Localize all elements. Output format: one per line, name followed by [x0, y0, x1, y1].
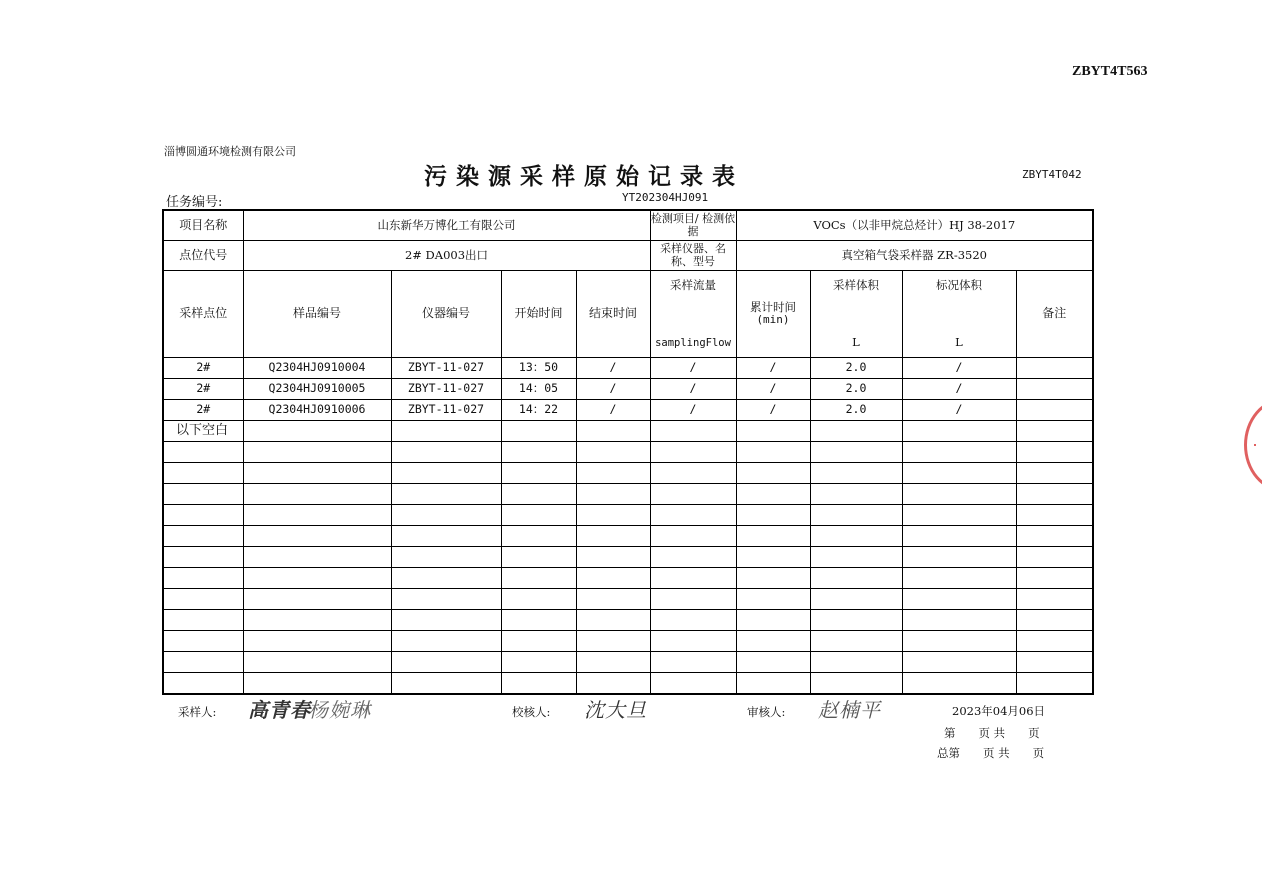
col-standard-volume — [902, 271, 1016, 358]
cell-cum-time — [736, 463, 810, 484]
col-cumulative-time-title: 累计时间 — [750, 300, 796, 315]
cell-std-volume — [902, 610, 1016, 631]
cell-instrument-no — [391, 610, 501, 631]
col-sampling-flow-title: 采样流量 — [670, 278, 716, 292]
cell-end — [576, 610, 650, 631]
header-row-point — [163, 241, 1093, 271]
cell-point — [163, 673, 243, 695]
cell-remark — [1016, 610, 1093, 631]
cell-sample-no — [243, 463, 391, 484]
cell-cum-time — [736, 568, 810, 589]
cell-std-volume — [902, 484, 1016, 505]
cell-instrument-no: ZBYT-11-027 — [391, 358, 501, 379]
cell-end — [576, 463, 650, 484]
sampler-label: 采样人: — [178, 705, 217, 719]
data-rows — [163, 358, 1093, 695]
cell-instrument-no — [391, 484, 501, 505]
cell-flow — [650, 463, 736, 484]
cell-sample-no — [243, 526, 391, 547]
cell-end — [576, 631, 650, 652]
cell-cum-time — [736, 589, 810, 610]
cell-cum-time — [736, 631, 810, 652]
cell-end — [576, 589, 650, 610]
cell-remark — [1016, 652, 1093, 673]
cell-volume: 2.0 — [810, 400, 902, 421]
cell-point: 2# — [163, 379, 243, 400]
cell-flow — [650, 568, 736, 589]
cell-cum-time — [736, 484, 810, 505]
cell-flow: / — [650, 400, 736, 421]
cell-start — [501, 547, 576, 568]
cell-start — [501, 631, 576, 652]
cell-remark — [1016, 673, 1093, 695]
point-code-label: 点位代号 — [163, 241, 243, 271]
cell-start: 13：50 — [501, 358, 576, 379]
col-standard-volume-title: 标况体积 — [936, 278, 982, 292]
cell-remark — [1016, 589, 1093, 610]
cell-end — [576, 547, 650, 568]
task-number-label: 任务编号: — [166, 195, 223, 210]
cell-end: / — [576, 379, 650, 400]
cell-std-volume — [902, 505, 1016, 526]
reviewer-signature: 赵楠平 — [818, 698, 881, 722]
cell-std-volume — [902, 652, 1016, 673]
cell-end — [576, 526, 650, 547]
cell-start — [501, 652, 576, 673]
cell-start — [501, 484, 576, 505]
cell-sample-no — [243, 610, 391, 631]
empty-row — [163, 568, 1093, 589]
cell-instrument-no: ZBYT-11-027 — [391, 379, 501, 400]
cell-flow: / — [650, 358, 736, 379]
cell-start — [501, 589, 576, 610]
col-cumulative-time-unit: (min) — [756, 313, 790, 327]
cell-instrument-no — [391, 463, 501, 484]
cell-volume — [810, 526, 902, 547]
project-name-label: 项目名称 — [163, 210, 243, 241]
cell-std-volume — [902, 463, 1016, 484]
empty-row — [163, 547, 1093, 568]
cell-volume — [810, 589, 902, 610]
cell-point — [163, 610, 243, 631]
col-cumulative-time — [736, 271, 810, 358]
cell-end — [576, 442, 650, 463]
cell-flow — [650, 442, 736, 463]
cell-remark — [1016, 463, 1093, 484]
col-end-time: 结束时间 — [576, 271, 650, 358]
cell-volume: 2.0 — [810, 358, 902, 379]
col-sampling-point: 采样点位 — [163, 271, 243, 358]
cell-instrument-no: ZBYT-11-027 — [391, 400, 501, 421]
cell-volume — [810, 484, 902, 505]
sampling-record-table — [162, 209, 1094, 695]
cell-start — [501, 505, 576, 526]
reviewer-label: 审核人: — [747, 705, 786, 719]
blank-note: 以下空白 — [163, 421, 243, 442]
col-sampling-flow-unit: samplingFlow — [655, 336, 731, 349]
empty-row — [163, 463, 1093, 484]
instrument-value: 真空箱气袋采样器 ZR-3520 — [736, 241, 1093, 271]
cell-flow — [650, 484, 736, 505]
cell-cum-time — [736, 652, 810, 673]
cell-sample-no — [243, 421, 391, 442]
cell-sample-no — [243, 547, 391, 568]
cell-std-volume — [902, 547, 1016, 568]
cell-instrument-no — [391, 652, 501, 673]
cell-remark — [1016, 379, 1093, 400]
cell-point — [163, 589, 243, 610]
cell-sample-no — [243, 673, 391, 695]
cell-cum-time — [736, 421, 810, 442]
cell-start: 14：05 — [501, 379, 576, 400]
cell-sample-no: Q2304HJ0910005 — [243, 379, 391, 400]
cell-sample-no: Q2304HJ0910004 — [243, 358, 391, 379]
cell-sample-no — [243, 505, 391, 526]
form-code: ZBYT4T042 — [1022, 168, 1082, 181]
col-sampling-volume-title: 采样体积 — [833, 278, 879, 292]
cell-end: / — [576, 358, 650, 379]
cell-cum-time: / — [736, 358, 810, 379]
table-row — [163, 400, 1093, 421]
cell-cum-time — [736, 505, 810, 526]
instrument-label: 采样仪器、名称、型号 — [650, 241, 736, 271]
cell-point — [163, 505, 243, 526]
cell-point — [163, 568, 243, 589]
cell-instrument-no — [391, 547, 501, 568]
company-name: 淄博圆通环境检测有限公司 — [164, 145, 296, 158]
cell-remark — [1016, 421, 1093, 442]
task-number-value: YT202304HJ091 — [622, 191, 709, 204]
cell-instrument-no — [391, 421, 501, 442]
empty-row — [163, 652, 1093, 673]
cell-end — [576, 673, 650, 695]
cell-point: 2# — [163, 358, 243, 379]
cell-start — [501, 463, 576, 484]
cell-end — [576, 505, 650, 526]
red-seal-stamp — [1244, 398, 1262, 492]
table-row — [163, 358, 1093, 379]
total-page-line: 总第 页 共 页 — [937, 746, 1045, 760]
cell-start — [501, 442, 576, 463]
cell-instrument-no — [391, 673, 501, 695]
cell-std-volume: / — [902, 400, 1016, 421]
test-basis-value: VOCs（以非甲烷总烃计）HJ 38-2017 — [736, 210, 1093, 241]
document-code: ZBYT4T563 — [1072, 64, 1148, 79]
cell-end — [576, 568, 650, 589]
checker-signature: 沈大旦 — [584, 698, 647, 722]
cell-volume — [810, 568, 902, 589]
cell-std-volume — [902, 673, 1016, 695]
empty-row — [163, 610, 1093, 631]
cell-flow — [650, 505, 736, 526]
cell-remark — [1016, 442, 1093, 463]
cell-sample-no — [243, 589, 391, 610]
cell-volume: 2.0 — [810, 379, 902, 400]
cell-cum-time — [736, 442, 810, 463]
cell-remark — [1016, 631, 1093, 652]
cell-point — [163, 442, 243, 463]
form-title: 污染源采样原始记录表 — [424, 164, 744, 190]
cell-flow: / — [650, 379, 736, 400]
cell-sample-no — [243, 652, 391, 673]
cell-remark — [1016, 484, 1093, 505]
cell-instrument-no — [391, 526, 501, 547]
point-code-value: 2# DA003出口 — [243, 241, 650, 271]
col-instrument-number: 仪器编号 — [391, 271, 501, 358]
cell-volume — [810, 547, 902, 568]
sampler-signature-1: 高青春 — [248, 698, 311, 722]
sampler-signature-2: 杨婉琳 — [308, 698, 371, 722]
col-sampling-volume-unit: L — [852, 334, 860, 349]
cell-end — [576, 484, 650, 505]
empty-row — [163, 484, 1093, 505]
cell-instrument-no — [391, 442, 501, 463]
cell-start — [501, 610, 576, 631]
cell-remark — [1016, 547, 1093, 568]
col-sampling-volume — [810, 271, 902, 358]
column-header-row — [163, 271, 1093, 358]
cell-sample-no — [243, 442, 391, 463]
test-basis-label: 检测项目/ 检测依据 — [650, 210, 736, 241]
empty-row — [163, 526, 1093, 547]
cell-sample-no — [243, 568, 391, 589]
table-row — [163, 379, 1093, 400]
empty-row — [163, 442, 1093, 463]
cell-instrument-no — [391, 505, 501, 526]
cell-remark — [1016, 358, 1093, 379]
cell-remark — [1016, 526, 1093, 547]
cell-sample-no — [243, 631, 391, 652]
cell-instrument-no — [391, 568, 501, 589]
cell-volume — [810, 652, 902, 673]
cell-volume — [810, 463, 902, 484]
cell-sample-no: Q2304HJ0910006 — [243, 400, 391, 421]
cell-flow — [650, 673, 736, 695]
cell-end — [576, 652, 650, 673]
header-row-project — [163, 210, 1093, 241]
cell-cum-time — [736, 610, 810, 631]
cell-remark — [1016, 568, 1093, 589]
cell-std-volume — [902, 526, 1016, 547]
cell-start: 14：22 — [501, 400, 576, 421]
cell-flow — [650, 421, 736, 442]
col-sample-number: 样品编号 — [243, 271, 391, 358]
col-standard-volume-unit: L — [955, 334, 963, 349]
cell-point — [163, 463, 243, 484]
cell-start — [501, 421, 576, 442]
cell-std-volume — [902, 589, 1016, 610]
empty-row — [163, 631, 1093, 652]
cell-start — [501, 526, 576, 547]
cell-sample-no — [243, 484, 391, 505]
cell-point: 2# — [163, 400, 243, 421]
empty-row — [163, 505, 1093, 526]
cell-volume — [810, 610, 902, 631]
cell-cum-time — [736, 547, 810, 568]
cell-std-volume — [902, 631, 1016, 652]
cell-flow — [650, 589, 736, 610]
cell-cum-time — [736, 673, 810, 695]
page-number-line: 第 页 共 页 — [944, 726, 1040, 740]
project-name-value: 山东新华万博化工有限公司 — [243, 210, 650, 241]
cell-flow — [650, 547, 736, 568]
cell-point — [163, 652, 243, 673]
cell-volume — [810, 421, 902, 442]
empty-row — [163, 673, 1093, 695]
cell-remark — [1016, 400, 1093, 421]
cell-end — [576, 421, 650, 442]
col-start-time: 开始时间 — [501, 271, 576, 358]
cell-remark — [1016, 505, 1093, 526]
cell-cum-time — [736, 526, 810, 547]
cell-instrument-no — [391, 631, 501, 652]
cell-point — [163, 547, 243, 568]
cell-volume — [810, 631, 902, 652]
stamp-mark — [1254, 444, 1256, 446]
cell-std-volume — [902, 442, 1016, 463]
cell-std-volume: / — [902, 358, 1016, 379]
col-remark: 备注 — [1016, 271, 1093, 358]
cell-point — [163, 526, 243, 547]
col-sampling-flow — [650, 271, 736, 358]
cell-point — [163, 631, 243, 652]
cell-flow — [650, 526, 736, 547]
cell-start — [501, 568, 576, 589]
checker-label: 校核人: — [512, 705, 551, 719]
cell-point — [163, 484, 243, 505]
cell-volume — [810, 673, 902, 695]
record-date: 2023年04月06日 — [952, 704, 1046, 718]
cell-end: / — [576, 400, 650, 421]
cell-flow — [650, 652, 736, 673]
cell-std-volume — [902, 568, 1016, 589]
cell-volume — [810, 505, 902, 526]
cell-std-volume — [902, 421, 1016, 442]
cell-flow — [650, 631, 736, 652]
cell-instrument-no — [391, 589, 501, 610]
blank-note-row — [163, 421, 1093, 442]
cell-cum-time: / — [736, 379, 810, 400]
cell-volume — [810, 442, 902, 463]
empty-row — [163, 589, 1093, 610]
cell-cum-time: / — [736, 400, 810, 421]
cell-std-volume: / — [902, 379, 1016, 400]
cell-flow — [650, 610, 736, 631]
cell-start — [501, 673, 576, 695]
